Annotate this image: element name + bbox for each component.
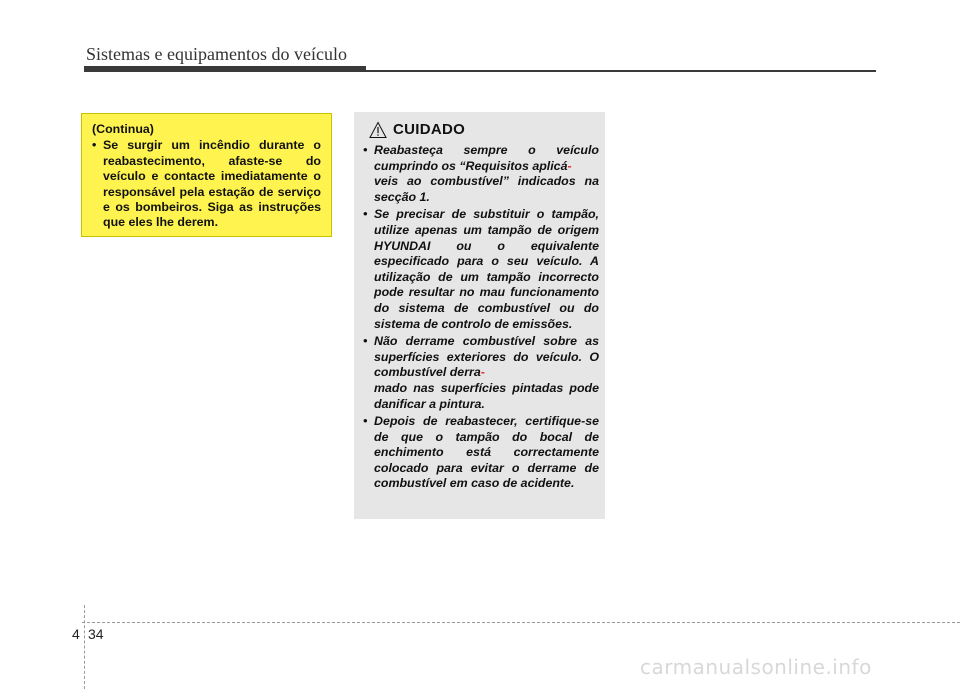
note-item-text: Se surgir um incêndio durante o reabastecimento, afaste-se do veículo e contacte imediatamente o responsável pela estação de serviço e os bombeiros. Siga as instruções que eles lhe derem.: [103, 138, 321, 230]
caution-title: CUIDADO: [393, 121, 466, 139]
bullet-icon: •: [363, 207, 368, 222]
caution-item-text-part: veis ao combustível” indicados na secção 1.: [374, 174, 599, 204]
caution-heading: [369, 121, 599, 139]
note-box: [81, 113, 332, 237]
watermark: carmanualsonline.info: [640, 655, 872, 679]
header-rule-thick: [84, 66, 366, 72]
section-title: Sistemas e equipamentos do veículo: [86, 44, 347, 64]
caution-item: [363, 414, 599, 492]
caution-item: [363, 334, 599, 412]
caution-item-text: Se precisar de substituir o tampão, utilize apenas um tampão de origem HYUNDAI ou o equivalente especificado para o seu veículo. A utilização de um tampão incorrecto pode resultar no mau funcionamento do sistema de combustível ou do sistema de controlo de emissões.: [374, 207, 599, 331]
caution-item-text-part: Não derrame combustível sobre as superfícies exteriores do veículo. O combustível derra: [374, 334, 599, 380]
chapter-number: 4: [72, 626, 80, 642]
footer-divider: [82, 622, 960, 623]
note-continued-label: (Continua): [92, 122, 154, 136]
hyphen-mark: -: [480, 365, 485, 380]
bullet-icon: •: [363, 334, 368, 349]
header-rule-thin: [366, 70, 876, 72]
caution-item-text: [374, 143, 599, 205]
caution-item-text-part: mado nas superfícies pintadas pode danificar a pintura.: [374, 380, 599, 411]
bullet-icon: •: [92, 138, 97, 153]
caution-item-text-part: Reabasteça sempre o veículo cumprindo os “Requisitos aplicá: [374, 143, 599, 173]
caution-item-text: Depois de reabastecer, certifique-se de que o tampão do bocal de enchimento está correctamente colocado para evitar o derrame de combustível em caso de acidente.: [374, 414, 599, 491]
hyphen-mark: -: [567, 158, 572, 173]
caution-item-text: [374, 334, 599, 412]
bullet-icon: •: [363, 414, 368, 429]
caution-item: [363, 143, 599, 205]
bullet-icon: •: [363, 143, 368, 157]
footer-vertical-divider: [84, 605, 85, 689]
note-item: [92, 138, 321, 230]
page-number: 34: [88, 626, 104, 642]
caution-item: [363, 207, 599, 332]
warning-triangle-icon: [369, 121, 387, 139]
caution-box: [354, 112, 605, 519]
